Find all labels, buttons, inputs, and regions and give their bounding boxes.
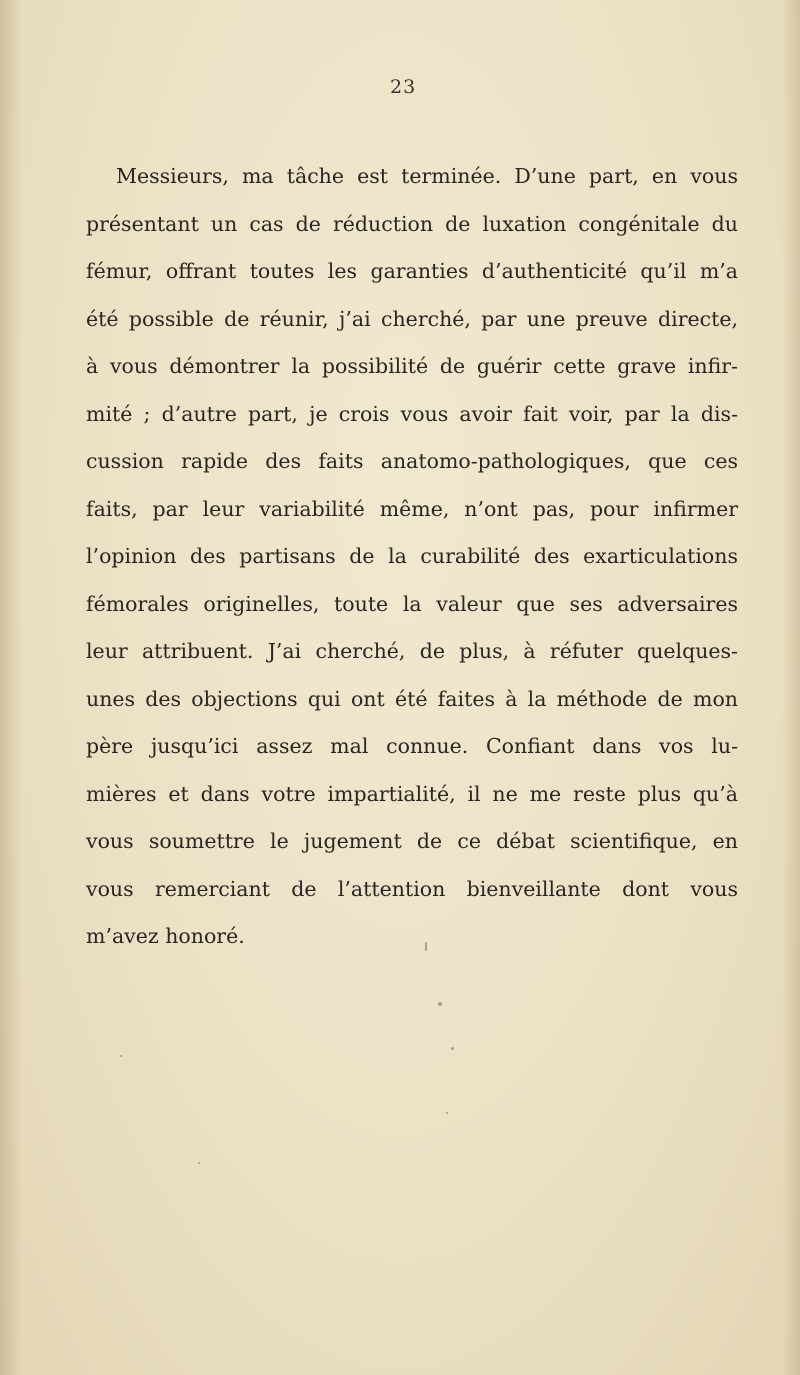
page-edge-shadow-left xyxy=(0,0,22,1375)
text-line: vous remerciant de l’attention bienveillante dont vous xyxy=(86,876,738,901)
paper-speck xyxy=(425,942,427,951)
paper-speck xyxy=(438,1002,442,1006)
text-line: Messieurs, ma tâche est terminée. D’une part, en vous xyxy=(116,164,738,188)
text-line: mières et dans votre impartialité, il ne me reste plus qu’à xyxy=(86,781,738,806)
text-line: mité ; d’autre part, je crois vous avoir fait voir, par la dis- xyxy=(86,401,738,426)
paper-speck xyxy=(198,1162,200,1164)
text-line: l’opinion des partisans de la curabilité des exarticulations xyxy=(86,544,738,568)
paper-speck xyxy=(120,1055,122,1057)
text-line: vous soumettre le jugement de ce débat scientifique, en xyxy=(86,829,738,853)
paragraph xyxy=(86,158,738,966)
page-number: 23 xyxy=(390,76,417,98)
text-line: unes des objections qui ont été faites à la méthode de mon xyxy=(86,686,738,711)
text-line: à vous démontrer la possibilité de guérir cette grave infir- xyxy=(86,354,738,378)
text-line: présentant un cas de réduction de luxation congénitale du xyxy=(86,211,738,236)
paper-speck xyxy=(446,1112,448,1114)
text-line: été possible de réunir, j’ai cherché, par une preuve directe, xyxy=(86,306,738,331)
text-line: cussion rapide des faits anatomo-pathologiques, que ces xyxy=(86,449,738,473)
text-line: père jusqu’ici assez mal connue. Confiant dans vos lu- xyxy=(86,734,738,758)
text-line: m’avez honoré. xyxy=(86,924,245,948)
text-line: leur attribuent. J’ai cherché, de plus, à réfuter quelques- xyxy=(86,639,738,663)
text-line: fémorales originelles, toute la valeur que ses adversaires xyxy=(86,591,738,616)
text-line: fémur, offrant toutes les garanties d’authenticité qu’il m’a xyxy=(86,259,738,283)
page-edge-shadow-right xyxy=(782,0,800,1375)
text-line: faits, par leur variabilité même, n’ont pas, pour infirmer xyxy=(86,496,738,521)
paper-speck xyxy=(451,1047,454,1050)
